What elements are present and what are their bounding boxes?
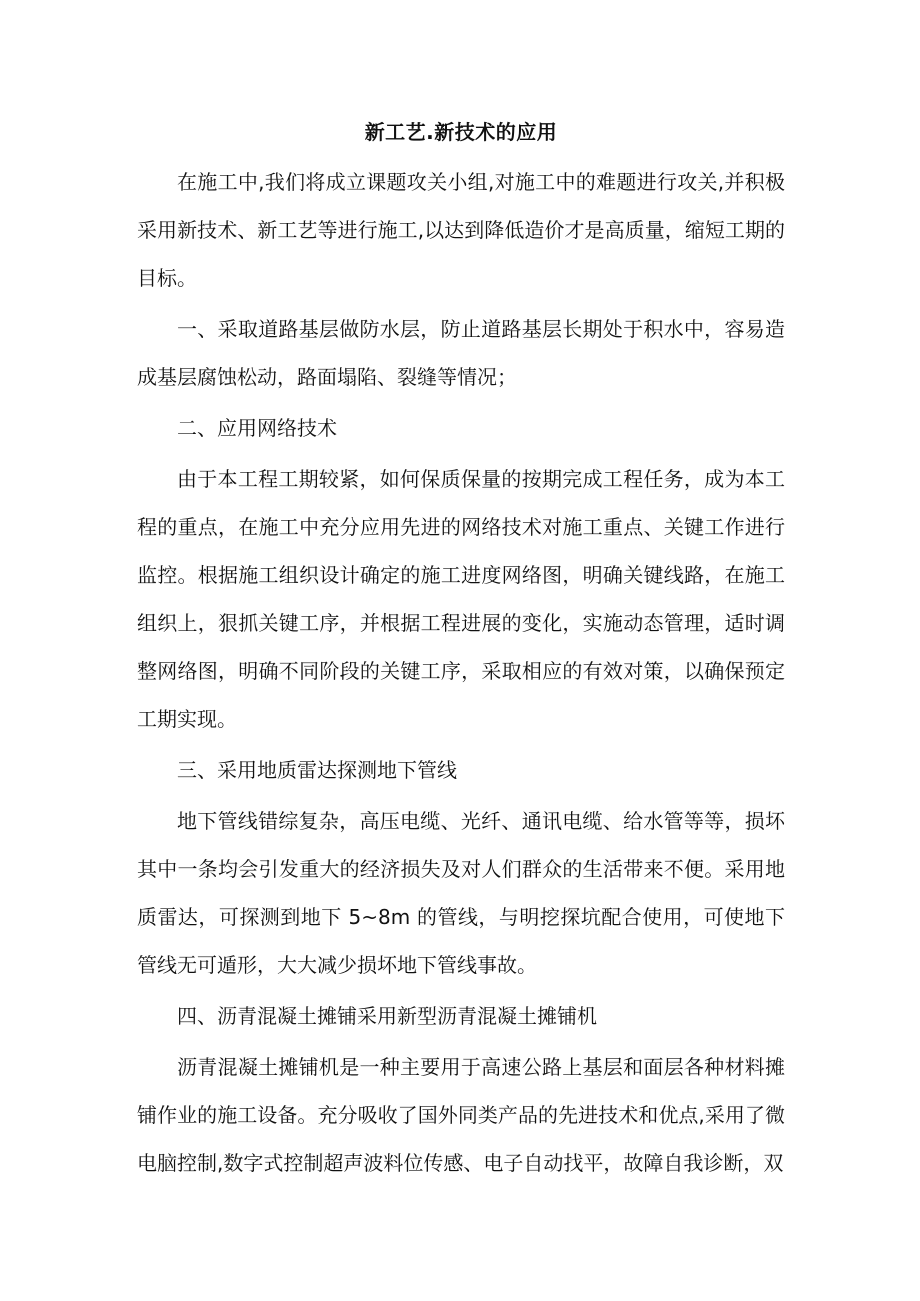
item3-heading: 三、采用地质雷达探测地下管线	[177, 758, 457, 782]
item2-paragraph: 由于本工程工期较紧，如何保质保量的按期完成工程任务，成为本工程的重点，在施工中充分应用先进的网络技术对施工重点、关键工作进行监控。根据施工组织设计确定的施工进度网络图，明确关键线路，在施工组织上，狠抓关键工序，并根据工程进展的变化，实施动态管理，适时调整网络图，明确不同阶段的关键工序，采取相应的有效对策，以确保预定工期实现。	[137, 467, 785, 731]
document-title: 新工艺.新技术的应用	[364, 120, 558, 144]
item3-paragraph: 地下管线错综复杂，高压电缆、光纤、通讯电缆、给水管等等，损坏其中一条均会引发重大的经济损失及对人们群众的生活带来不便。采用地质雷达，可探测到地下 5~8m 的管线，与明挖探坑配合使用，可使地下管线无可遁形，大大减少损坏地下管线事故。	[137, 809, 785, 977]
item4-heading: 四、沥青混凝土摊铺采用新型沥青混凝土摊铺机	[177, 1004, 597, 1028]
item2-heading: 二、应用网络技术	[177, 416, 337, 440]
item4-paragraph: 沥青混凝土摊铺机是一种主要用于高速公路上基层和面层各种材料摊铺作业的施工设备。充分吸收了国外同类产品的先进技术和优点,采用了微电脑控制,数字式控制超声波料位传感、电子自动找平，故障自我诊断，双	[137, 1055, 785, 1175]
item1-paragraph: 一、采取道路基层做防水层，防止道路基层长期处于积水中，容易造成基层腐蚀松动，路面塌陷、裂缝等情况；	[137, 317, 785, 389]
intro-paragraph: 在施工中,我们将成立课题攻关小组,对施工中的难题进行攻关,并积极采用新技术、新工艺等进行施工,以达到降低造价才是高质量，缩短工期的目标。	[137, 170, 785, 290]
document-page	[137, 112, 785, 1190]
